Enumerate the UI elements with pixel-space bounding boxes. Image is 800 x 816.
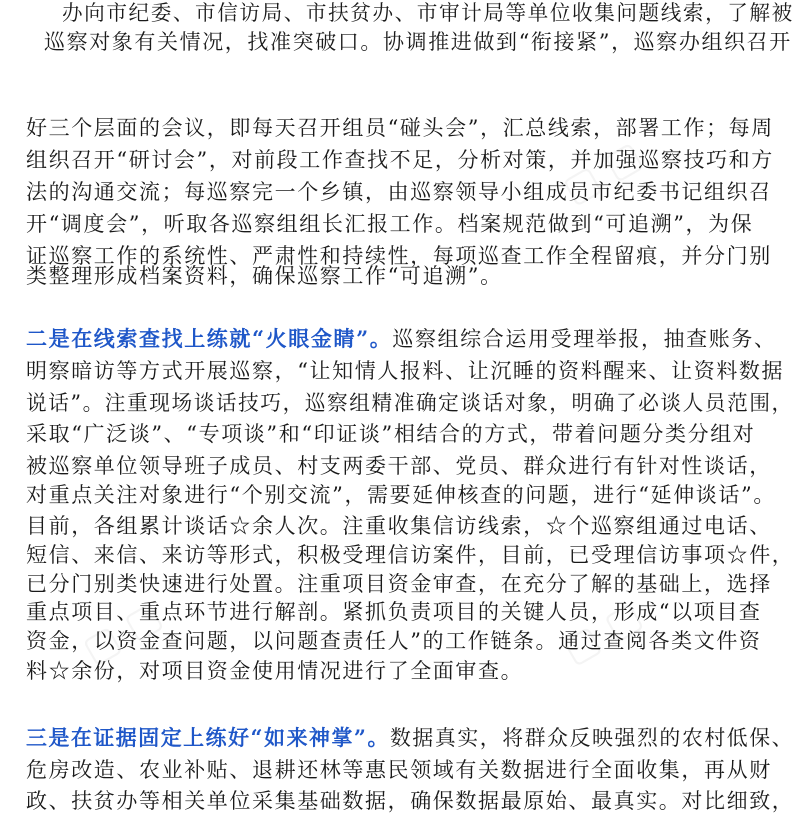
- paragraph-line: 明察暗访等方式开展巡察，“让知情人报料、让沉睡的资料醒来、让资料数据: [26, 359, 785, 383]
- paragraph-line: 办向市纪委、市信访局、市扶贫办、市审计局等单位收集问题线索，了解被: [62, 1, 794, 25]
- paragraph-heading: 三是在证据固定上练好“如来神掌”。: [26, 725, 390, 750]
- paragraph-line: 说话”。注重现场谈话技巧，巡察组精准确定谈话对象，明确了必谈人员范围，: [26, 391, 794, 415]
- paragraph-line: 危房改造、农业补贴、退耕还林等惠民领域有关数据进行全面收集，再从财: [26, 758, 772, 782]
- paragraph-line: 被巡察单位领导班子成员、村支两委干部、党员、群众进行有针对性谈话，: [26, 454, 772, 478]
- paragraph-line: 开“调度会”，听取各巡察组组长汇报工作。档案规范做到“可追溯”，为保: [26, 212, 754, 236]
- paragraph-heading-line: [26, 324, 777, 354]
- paragraph-line: 证巡察工作的系统性、严肃性和持续性，每项巡查工作全程留痕，并分门别: [26, 244, 772, 268]
- paragraph-heading-line: [26, 723, 794, 753]
- paragraph-line: 类整理形成档案资料，确保巡察工作“可追溯”。: [26, 264, 503, 288]
- paragraph-line: 巡察对象有关情况，找准突破口。协调推进做到“衔接紧”，巡察办组织召开: [44, 30, 792, 54]
- watermark-mark: ▢ ▢: [554, 131, 650, 213]
- paragraph-line: 法的沟通交流；每巡察完一个乡镇，由巡察领导小组成员市纪委书记组织召: [26, 180, 772, 204]
- watermark-mark: ▢ ▢: [554, 591, 650, 673]
- paragraph-line: 短信、来信、来访等形式，积极受理信访案件，目前，已受理信访事项☆件，: [26, 543, 795, 567]
- paragraph-line: 料☆余份，对项目资金使用情况进行了全面审查。: [26, 659, 524, 683]
- paragraph-line: 对重点关注对象进行“个别交流”，需要延伸核查的问题，进行“延伸谈话”。: [26, 483, 776, 507]
- paragraph-line: 已分门别类快速进行处置。注重项目资金审查，在充分了解的基础上，选择: [26, 572, 772, 596]
- watermark-mark: ▢ ▢: [74, 591, 170, 673]
- paragraph-line: 采取“广泛谈”、“专项谈”和“印证谈”相结合的方式，带着问题分类分组对: [26, 422, 756, 446]
- paragraph-line: 组织召开“研讨会”，对前段工作查找不足，分析对策，并加强巡察技巧和方: [26, 148, 774, 172]
- paragraph-line: 重点项目、重点环节进行解剖。紧抓负责项目的关键人员，形成“以项目查: [26, 600, 762, 624]
- paragraph-line: 好三个层面的会议，即每天召开组员“碰头会”，汇总线索，部署工作；每周: [26, 116, 774, 140]
- paragraph-line: 资金，以资金查问题，以问题查责任人”的工作链条。通过查阅各类文件资: [26, 629, 762, 653]
- paragraph-line: 政、扶贫办等相关单位采集基础数据，确保数据最原始、最真实。对比细致，: [26, 789, 795, 813]
- paragraph-text: 数据真实，将群众反映强烈的农村低保、: [389, 726, 795, 750]
- paragraph-line: 目前，各组累计谈话☆余人次。注重收集信访线索，☆个巡察组通过电话、: [26, 514, 772, 538]
- paragraph-text: 巡察组综合运用受理举报，抽查账务、: [392, 327, 777, 351]
- paragraph-heading: 二是在线索查找上练就“火眼金睛”。: [26, 326, 393, 351]
